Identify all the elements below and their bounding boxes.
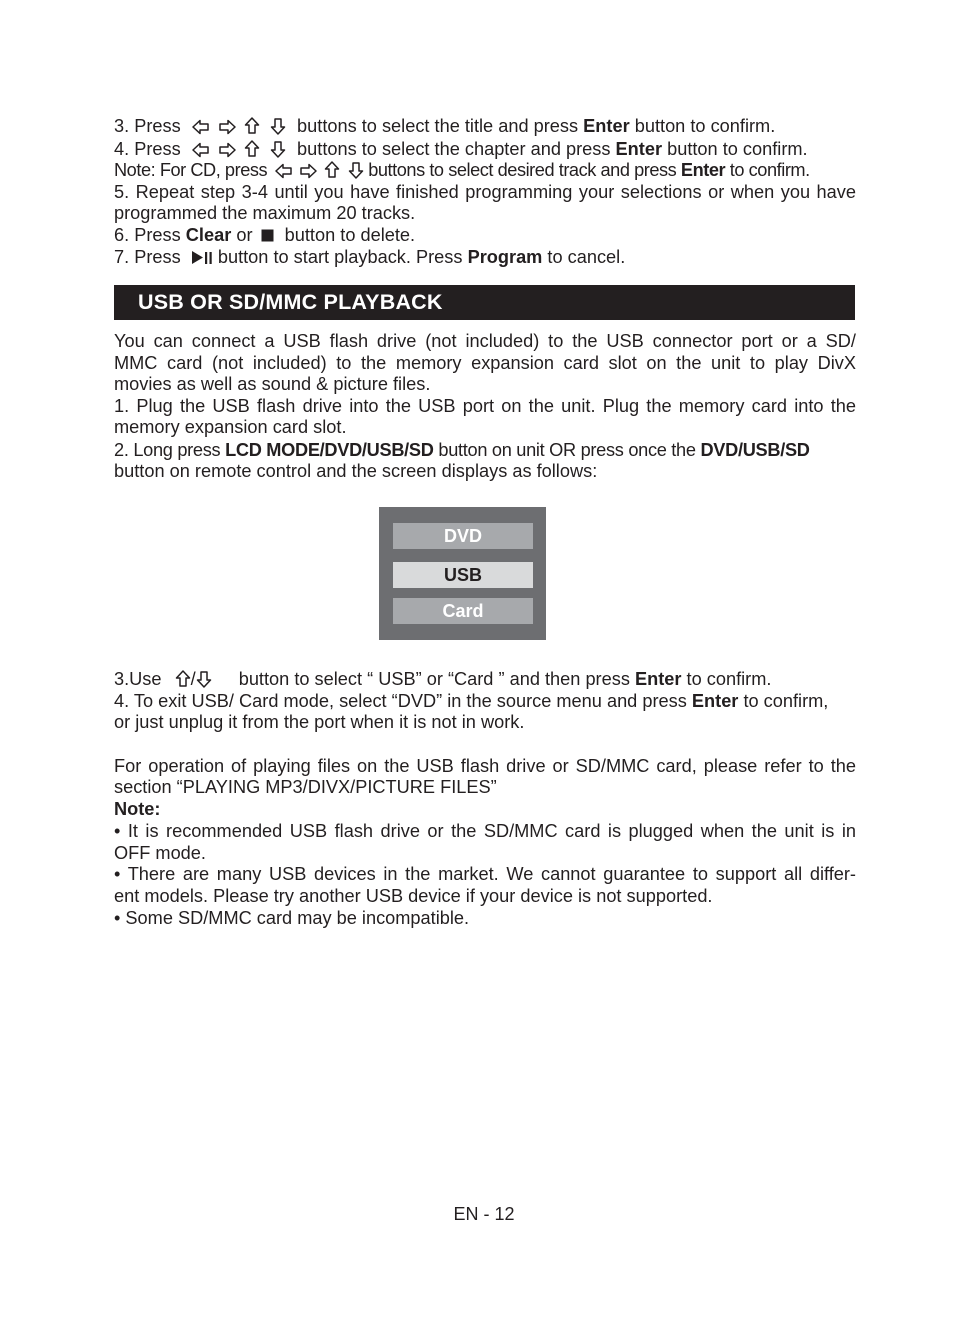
refer-line1: For operation of playing files on the USB flash drive or SD/MMC card, please refer to the — [114, 756, 856, 776]
step-3-title — [114, 115, 856, 137]
clear-label: Clear — [185, 225, 232, 245]
button-name: DVD/USB/SD — [700, 440, 810, 460]
note-bullet2-line2: ent models. Please try another USB device if your device is not supported. — [114, 886, 713, 906]
menu-item-dvd: DVD — [393, 523, 533, 549]
note-cd — [114, 159, 856, 181]
arrow-right-icon — [218, 142, 236, 158]
menu-item-usb: USB — [393, 562, 533, 588]
slash: / — [190, 669, 196, 689]
step-text: 6. Press — [114, 225, 181, 245]
enter-label: Enter — [634, 669, 682, 689]
arrow-up-icon — [244, 117, 260, 135]
arrow-up-icon — [175, 670, 191, 688]
step-text: 4. To exit USB/ Card mode, select “DVD” in the source menu and press — [114, 691, 687, 711]
page-number: EN - 12 — [453, 1204, 515, 1224]
menu-item-card: Card — [393, 598, 533, 624]
step-text: button to start playback. Press — [217, 247, 463, 267]
arrow-left-icon — [192, 142, 210, 158]
step-text: to confirm, — [743, 691, 829, 711]
play-pause-icon — [191, 250, 213, 265]
arrow-down-icon — [270, 140, 286, 158]
program-label: Program — [467, 247, 543, 267]
enter-label: Enter — [691, 691, 739, 711]
note-text: buttons to select desired track and press — [368, 160, 677, 180]
step-5-line1: 5. Repeat step 3-4 until you have finished programming your selections or when you have — [114, 182, 856, 202]
step-text: 3. Press — [114, 116, 181, 136]
step-text: 3.Use — [114, 669, 162, 689]
enter-label: Enter — [583, 116, 630, 136]
arrow-left-icon — [192, 119, 210, 135]
note-text: to confirm. — [729, 160, 810, 180]
step-text: button on unit OR press once the — [438, 440, 696, 460]
intro-step1-line1: 1. Plug the USB flash drive into the USB port on the unit. Plug the memory card into the — [114, 396, 856, 416]
note-bullet1-line2: OFF mode. — [114, 843, 206, 863]
step-text: button to delete. — [284, 225, 416, 245]
step-text: button to confirm. — [634, 116, 776, 136]
step-4-exit-line1 — [114, 690, 856, 712]
stop-icon — [261, 229, 274, 242]
section-title: USB OR SD/MMC PLAYBACK — [138, 290, 443, 314]
arrow-up-icon — [324, 161, 340, 179]
step-text: or — [236, 225, 253, 245]
note-bullet2-line1: • There are many USB devices in the market. We cannot guarantee to support all differ- — [114, 864, 856, 884]
note-text: Note: For CD, press — [114, 160, 268, 180]
arrow-down-icon — [270, 117, 286, 135]
intro-line3: movies as well as sound & picture files. — [114, 374, 431, 394]
step-text: button to select “ USB” or “Card ” and then press — [238, 669, 630, 689]
intro-line1: You can connect a USB flash drive (not included) to the USB connector port or a SD/ — [114, 331, 856, 351]
step-text: to confirm. — [686, 669, 772, 689]
note-bullet1-line1: • It is recommended USB flash drive or the SD/MMC card is plugged when the unit is in — [114, 821, 856, 841]
section-header — [114, 285, 855, 320]
arrow-left-icon — [275, 163, 293, 179]
intro-line2: MMC card (not included) to the memory expansion card slot on the unit to play DivX — [114, 353, 856, 373]
intro-step2-line2: button on remote control and the screen displays as follows: — [114, 461, 598, 481]
source-menu — [379, 507, 546, 640]
arrow-down-icon — [196, 670, 212, 688]
step-6-clear — [114, 224, 856, 246]
arrow-down-icon — [348, 161, 364, 179]
arrow-up-icon — [244, 140, 260, 158]
step-text: 4. Press — [114, 139, 181, 159]
step-text: buttons to select the chapter and press — [297, 139, 611, 159]
enter-label: Enter — [615, 139, 663, 159]
step-text: to cancel. — [547, 247, 626, 267]
step-4-chapter — [114, 138, 856, 160]
note-bullet3: • Some SD/MMC card may be incompatible. — [114, 908, 470, 928]
intro-step2-line1 — [114, 439, 856, 461]
enter-label: Enter — [680, 160, 726, 180]
intro-step1-line2: memory expansion card slot. — [114, 417, 347, 437]
arrow-right-icon — [299, 163, 317, 179]
step-text: 7. Press — [114, 247, 181, 267]
arrow-right-icon — [218, 119, 236, 135]
step-3-use — [114, 668, 856, 690]
note-heading — [114, 798, 856, 820]
step-text: button to confirm. — [667, 139, 808, 159]
refer-line2: section “PLAYING MP3/DIVX/PICTURE FILES” — [114, 777, 497, 797]
step-text: 2. Long press — [114, 440, 221, 460]
step-text: buttons to select the title and press — [297, 116, 579, 136]
step-5-line2: programmed the maximum 20 tracks. — [114, 203, 416, 223]
note-heading-text: Note: — [114, 799, 161, 819]
step-4-exit-line2: or just unplug it from the port when it is not in work. — [114, 712, 525, 732]
step-7-play — [114, 246, 856, 268]
button-name: LCD MODE/DVD/USB/SD — [225, 440, 434, 460]
